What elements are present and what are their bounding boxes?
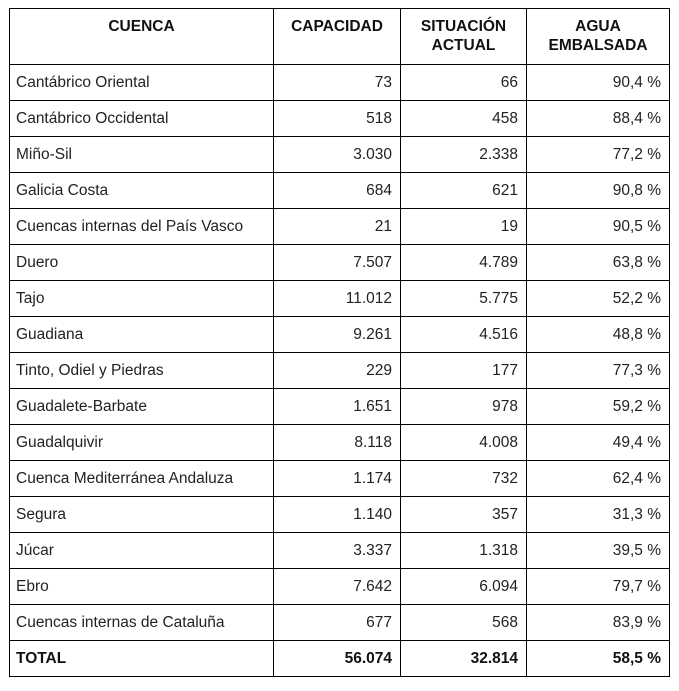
cell-capacidad: 3.337 (274, 533, 401, 569)
table-row (10, 353, 670, 389)
cell-cuenca: Guadiana (10, 317, 274, 353)
total-agua-embalsada: 58,5 % (527, 641, 670, 677)
cell-agua-embalsada: 79,7 % (527, 569, 670, 605)
total-situacion-actual: 32.814 (401, 641, 527, 677)
table-row (10, 569, 670, 605)
cell-cuenca: Cuencas internas de Cataluña (10, 605, 274, 641)
cell-situacion-actual: 4.789 (401, 245, 527, 281)
header-capacidad: CAPACIDAD (274, 9, 401, 65)
cell-agua-embalsada: 77,3 % (527, 353, 670, 389)
cell-cuenca: Guadalquivir (10, 425, 274, 461)
total-row (10, 641, 670, 677)
cell-capacidad: 11.012 (274, 281, 401, 317)
cell-agua-embalsada: 90,5 % (527, 209, 670, 245)
table-row (10, 281, 670, 317)
table-row (10, 461, 670, 497)
table-row (10, 533, 670, 569)
cell-cuenca: Guadalete-Barbate (10, 389, 274, 425)
cell-agua-embalsada: 90,8 % (527, 173, 670, 209)
table-row (10, 65, 670, 101)
cell-capacidad: 3.030 (274, 137, 401, 173)
cell-situacion-actual: 621 (401, 173, 527, 209)
cell-agua-embalsada: 77,2 % (527, 137, 670, 173)
cell-situacion-actual: 458 (401, 101, 527, 137)
cell-cuenca: Cuencas internas del País Vasco (10, 209, 274, 245)
cell-situacion-actual: 4.516 (401, 317, 527, 353)
cell-capacidad: 1.140 (274, 497, 401, 533)
cell-capacidad: 9.261 (274, 317, 401, 353)
cell-cuenca: Duero (10, 245, 274, 281)
header-row (10, 9, 670, 65)
cell-situacion-actual: 19 (401, 209, 527, 245)
cell-capacidad: 73 (274, 65, 401, 101)
table-row (10, 137, 670, 173)
cell-capacidad: 1.651 (274, 389, 401, 425)
cell-agua-embalsada: 59,2 % (527, 389, 670, 425)
header-cuenca: CUENCA (10, 9, 274, 65)
cell-agua-embalsada: 90,4 % (527, 65, 670, 101)
cell-capacidad: 229 (274, 353, 401, 389)
header-situacion-actual: SITUACIÓN ACTUAL (401, 9, 527, 65)
cell-capacidad: 7.642 (274, 569, 401, 605)
cell-situacion-actual: 357 (401, 497, 527, 533)
cell-cuenca: Galicia Costa (10, 173, 274, 209)
cell-capacidad: 8.118 (274, 425, 401, 461)
cell-situacion-actual: 2.338 (401, 137, 527, 173)
cell-cuenca: Ebro (10, 569, 274, 605)
cell-capacidad: 21 (274, 209, 401, 245)
table-row (10, 209, 670, 245)
cell-agua-embalsada: 88,4 % (527, 101, 670, 137)
total-capacidad: 56.074 (274, 641, 401, 677)
cell-cuenca: Tinto, Odiel y Piedras (10, 353, 274, 389)
cell-capacidad: 677 (274, 605, 401, 641)
table-row (10, 317, 670, 353)
cell-agua-embalsada: 62,4 % (527, 461, 670, 497)
cell-capacidad: 518 (274, 101, 401, 137)
reservoir-table (9, 8, 670, 677)
total-label: TOTAL (10, 641, 274, 677)
header-agua-embalsada: AGUA EMBALSADA (527, 9, 670, 65)
cell-situacion-actual: 4.008 (401, 425, 527, 461)
cell-situacion-actual: 568 (401, 605, 527, 641)
cell-situacion-actual: 177 (401, 353, 527, 389)
cell-situacion-actual: 5.775 (401, 281, 527, 317)
cell-cuenca: Tajo (10, 281, 274, 317)
cell-capacidad: 1.174 (274, 461, 401, 497)
cell-cuenca: Júcar (10, 533, 274, 569)
cell-agua-embalsada: 52,2 % (527, 281, 670, 317)
cell-agua-embalsada: 49,4 % (527, 425, 670, 461)
table-row (10, 605, 670, 641)
cell-capacidad: 7.507 (274, 245, 401, 281)
cell-capacidad: 684 (274, 173, 401, 209)
table-row (10, 497, 670, 533)
table-row (10, 389, 670, 425)
table-row (10, 101, 670, 137)
cell-cuenca: Cuenca Mediterránea Andaluza (10, 461, 274, 497)
cell-cuenca: Cantábrico Occidental (10, 101, 274, 137)
cell-agua-embalsada: 63,8 % (527, 245, 670, 281)
cell-agua-embalsada: 39,5 % (527, 533, 670, 569)
table-body (10, 65, 670, 641)
cell-situacion-actual: 978 (401, 389, 527, 425)
cell-cuenca: Cantábrico Oriental (10, 65, 274, 101)
cell-situacion-actual: 1.318 (401, 533, 527, 569)
cell-agua-embalsada: 31,3 % (527, 497, 670, 533)
cell-cuenca: Segura (10, 497, 274, 533)
table-row (10, 245, 670, 281)
cell-agua-embalsada: 83,9 % (527, 605, 670, 641)
cell-situacion-actual: 6.094 (401, 569, 527, 605)
table-row (10, 425, 670, 461)
table-row (10, 173, 670, 209)
cell-situacion-actual: 66 (401, 65, 527, 101)
cell-cuenca: Miño-Sil (10, 137, 274, 173)
cell-situacion-actual: 732 (401, 461, 527, 497)
cell-agua-embalsada: 48,8 % (527, 317, 670, 353)
